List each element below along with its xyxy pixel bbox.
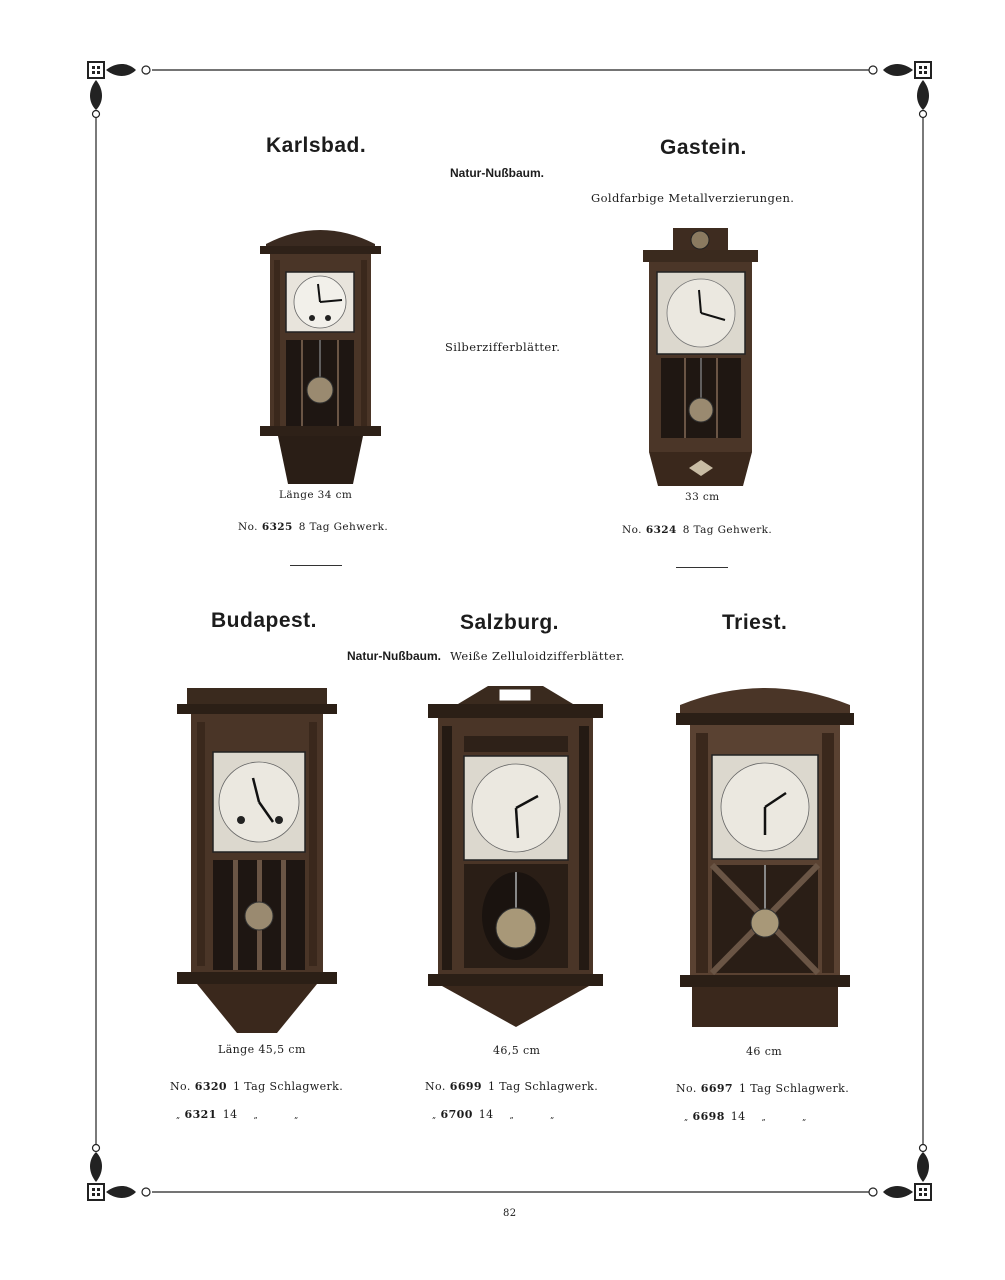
wood-type-bottom: Natur-Nußbaum. <box>347 649 441 663</box>
salzburg-desc-1: 1 Tag Schlagwerk. <box>487 1080 599 1093</box>
salzburg-clock-image <box>428 682 603 1027</box>
budapest-number-1: 6320 <box>194 1080 227 1093</box>
triest-title: Triest. <box>722 611 788 634</box>
salzburg-order-line-2 <box>432 1108 561 1121</box>
budapest-title: Budapest. <box>211 609 318 632</box>
salzburg-length: 46,5 cm <box>493 1044 541 1057</box>
ditto-mark: „ <box>761 1113 767 1122</box>
order-prefix: No. <box>622 524 642 536</box>
order-prefix: No. <box>238 521 258 533</box>
karlsbad-clock-image <box>258 222 383 484</box>
ditto-mark: „ <box>550 1111 555 1120</box>
gastein-clock-image <box>643 224 758 486</box>
triest-order-line-1 <box>676 1082 849 1095</box>
gastein-length: 33 cm <box>685 491 720 503</box>
dial-note-top: Silberzifferblätter. <box>445 340 561 354</box>
karlsbad-order-line <box>238 521 388 533</box>
budapest-order-line-1 <box>170 1080 343 1093</box>
salzburg-number-2: 6700 <box>440 1108 473 1121</box>
decor-note: Goldfarbige Metallverzierungen. <box>591 191 795 205</box>
triest-length: 46 cm <box>746 1045 783 1058</box>
gastein-desc: 8 Tag Gehwerk. <box>682 524 773 536</box>
salzburg-days-2: 14 <box>478 1108 494 1121</box>
triest-number-2: 6698 <box>692 1110 725 1123</box>
order-prefix: No. <box>170 1080 191 1093</box>
budapest-days-2: 14 <box>222 1108 238 1121</box>
karlsbad-length: Länge 34 cm <box>279 489 353 501</box>
corner-ornament-bottom-right-icon <box>869 1145 931 1201</box>
triest-days-2: 14 <box>730 1110 746 1123</box>
order-prefix: No. <box>425 1080 446 1093</box>
gastein-order-line <box>622 524 772 536</box>
karlsbad-number: 6325 <box>261 521 293 533</box>
triest-number-1: 6697 <box>700 1082 733 1095</box>
budapest-length: Länge 45,5 cm <box>218 1043 306 1056</box>
budapest-desc-1: 1 Tag Schlagwerk. <box>232 1080 344 1093</box>
wood-type-top: Natur-Nußbaum. <box>450 166 544 180</box>
bottom-subtitle <box>347 645 625 664</box>
ditto-mark: „ <box>509 1111 515 1120</box>
karlsbad-title: Karlsbad. <box>266 134 367 157</box>
ditto-mark: „ <box>432 1111 437 1120</box>
budapest-number-2: 6321 <box>184 1108 217 1121</box>
triest-clock-image <box>676 685 854 1030</box>
gastein-title: Gastein. <box>660 136 747 159</box>
salzburg-title: Salzburg. <box>460 611 560 634</box>
ditto-mark: „ <box>176 1111 181 1120</box>
budapest-order-line-2 <box>176 1108 305 1121</box>
triest-order-line-2 <box>684 1110 813 1123</box>
ditto-mark: „ <box>253 1111 259 1120</box>
ditto-mark: „ <box>294 1111 299 1120</box>
corner-ornament-top-right-icon <box>869 62 931 118</box>
page-number: 82 <box>503 1208 517 1219</box>
ditto-mark: „ <box>684 1113 689 1122</box>
salzburg-number-1: 6699 <box>449 1080 482 1093</box>
corner-ornament-top-left-icon <box>88 62 150 118</box>
divider-left <box>290 565 342 566</box>
karlsbad-desc: 8 Tag Gehwerk. <box>298 521 389 533</box>
triest-desc-1: 1 Tag Schlagwerk. <box>738 1082 850 1095</box>
gastein-number: 6324 <box>645 524 677 536</box>
budapest-clock-image <box>177 688 337 1033</box>
ditto-mark: „ <box>802 1113 807 1122</box>
dial-note-bottom: Weiße Zelluloidzifferblätter. <box>450 649 625 663</box>
divider-right <box>676 567 728 568</box>
corner-ornament-bottom-left-icon <box>88 1145 150 1201</box>
order-prefix: No. <box>676 1082 697 1095</box>
salzburg-order-line-1 <box>425 1080 598 1093</box>
